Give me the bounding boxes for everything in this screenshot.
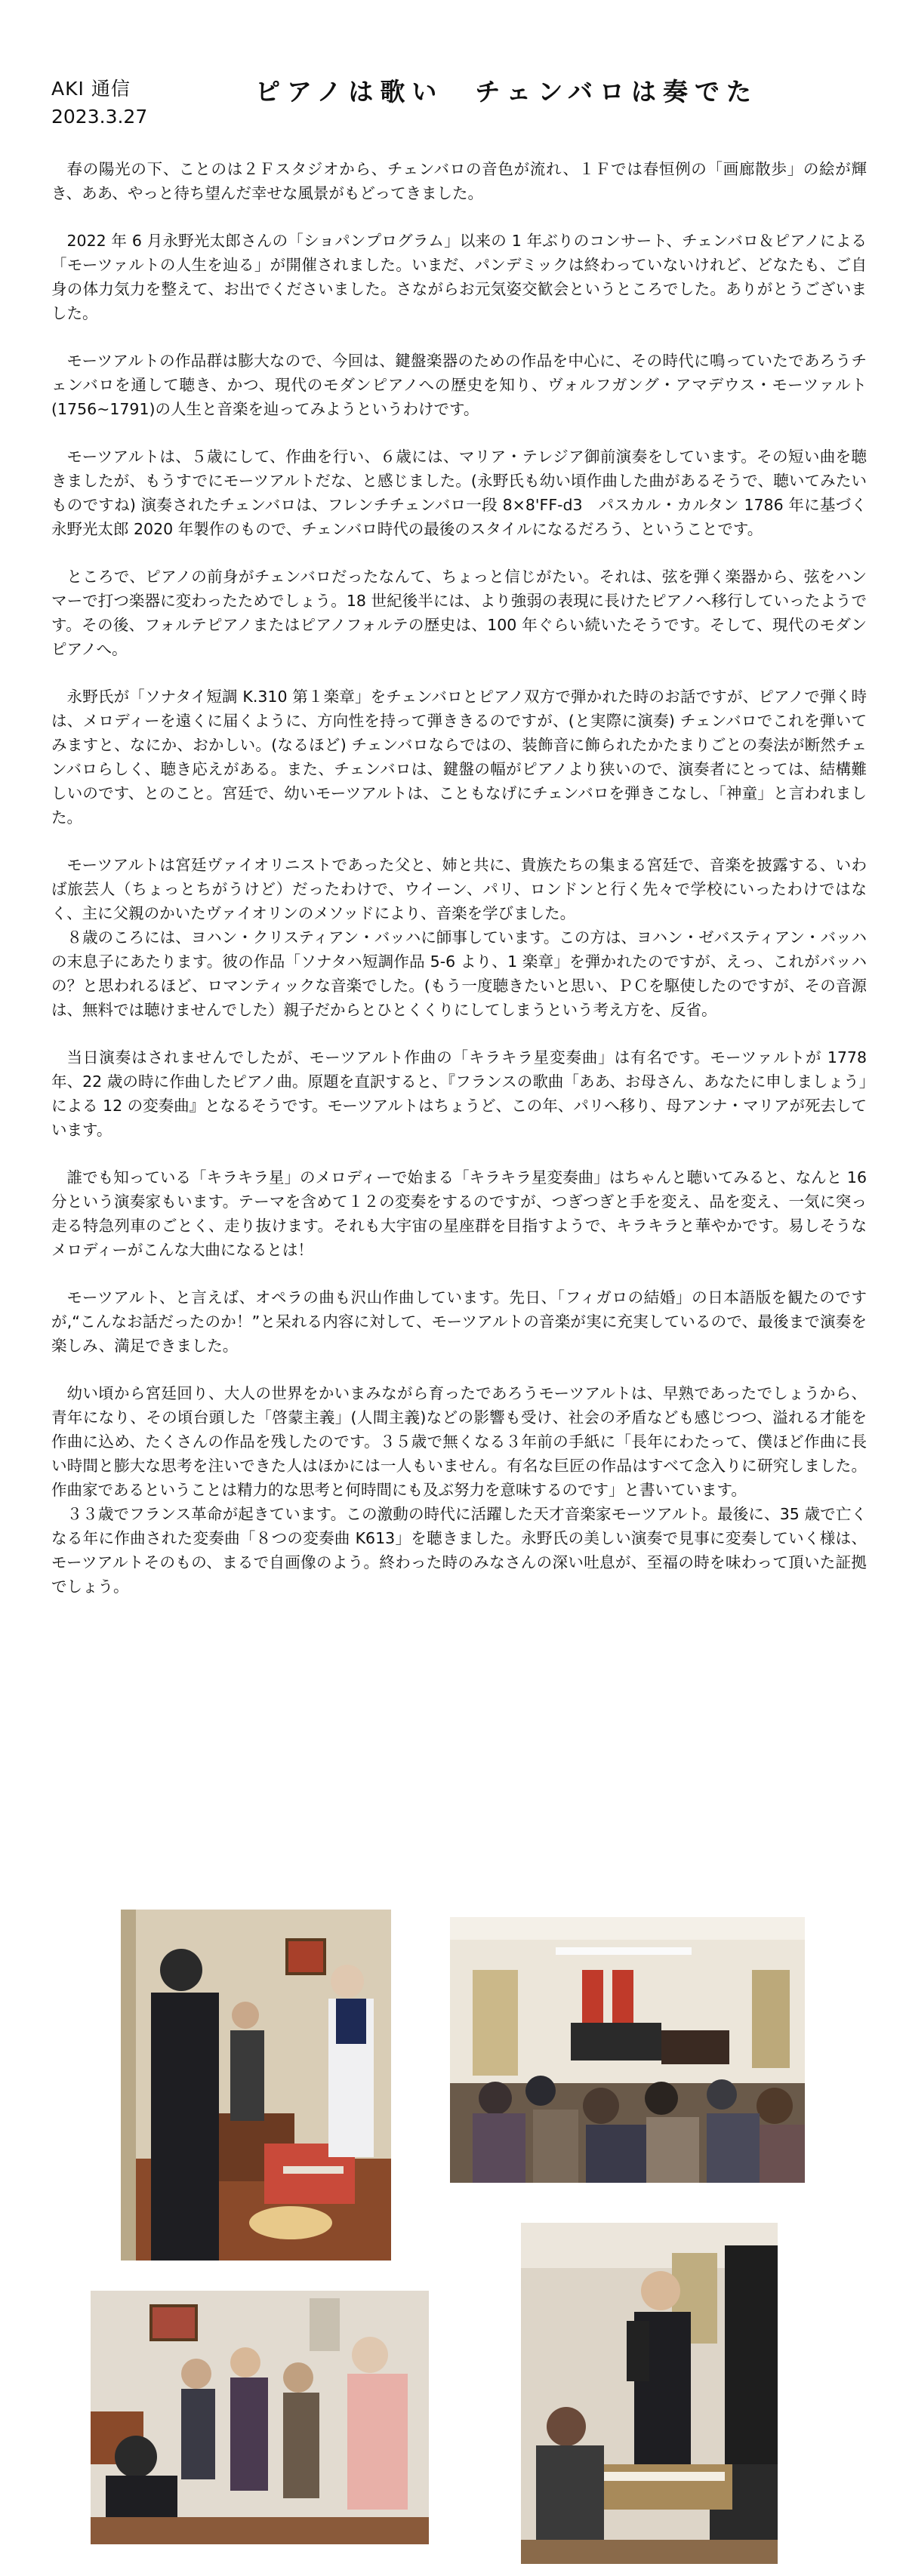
paragraph: モーツアルトは、５歳にして、作曲を行い、６歳には、マリア・テレジア御前演奏をしています。その短い曲を聴きましたが、もうすでにモーツアルトだな、と感じました。(永野氏も幼い頃作曲した曲があるそうで、聴いてみたいものですね) 演奏されたチェンバロは、フレンチチェンバロ一段 8×8'FF-d3 パスカル・カルタン 1786 年に基づく永野光太郎 2020 年製作のもので、チェンバロ時代の最後のスタイルになるだろう、ということです。: [51, 448, 867, 538]
paragraph: ところで、ピアノの前身がチェンバロだったなんて、ちょっと信じがたい。それは、弦を弾く楽器から、弦をハンマーで打つ楽器に変わったためでしょう。18 世紀後半には、より強弱の表現に長けたピアノへ移行していったようです。その後、フォルテピアノまたはピアノフォルテの歴史は、100 年ぐらい続いたそうです。そして、現代のモダンピアノへ。: [51, 568, 867, 658]
paragraph: 誰でも知っている「キラキラ星」のメロディーで始まる「キラキラ星変奏曲」はちゃんと聴いてみると、なんと 16 分という演奏家もいます。テーマを含めて１２の変奏をするのですが、つぎつぎと手を変え、品を変え、一気に突っ走る特急列車のごとく、走り抜けます。それも大宇宙の星座群を目指すようで、キラキラと華やかです。易しそうなメロディーがこんな大曲になるとは！: [51, 1168, 867, 1259]
paragraph: モーツアルトの作品群は膨大なので、今回は、鍵盤楽器のための作品を中心に、その時代に鳴っていたであろうチェンバロを通して聴き、かつ、現代のモダンピアノへの歴史を知り、ヴォルフガング・アマデウス・モーツァルト (1756~1791)の人生と音楽を辿ってみようというわけです。: [51, 352, 867, 418]
photo-pianist-explains: [521, 2223, 778, 2564]
article-body: [51, 157, 867, 1622]
paragraph: モーツアルトは宮廷ヴァイオリニストであった父と、姉と共に、貴族たちの集まる宮廷で、音楽を披露する、いわば旅芸人（ちょっとちがうけど）だったわけで、ウイーン、パリ、ロンドンと行く先々で学校にいったわけではなく、主に父親のかいたヴァイオリンのメソッドにより、音楽を学びました。: [51, 856, 867, 922]
paragraph: ３３歳でフランス革命が起きています。この激動の時代に活躍した天才音楽家モーツアルト。最後に、35 歳で亡くなる年に作曲された変奏曲「８つの変奏曲 K613」を聴きました。永野氏の美しい演奏で見事に変奏していく様は、モーツアルトそのもの、まるで自画像のよう。終わった時のみなさんの深い吐息が、至福の時を味わって頂いた証拠でしょう。: [51, 1505, 867, 1596]
paragraph: 2022 年 6 月永野光太郎さんの「ショパンプログラム」以来の 1 年ぶりのコンサート、チェンバロ＆ピアノによる「モーツァルトの人生を辿る」が開催されました。いまだ、パンデミックは終わっていないけれど、どなたも、ご自身の体力気力を整えて、お出でくださいました。さながらお元気姿交歓会というところでした。ありがとうございました。: [51, 232, 867, 322]
photo-audience-room: [450, 1917, 805, 2183]
newsletter-name: AKI 通信: [51, 78, 131, 100]
article-header: [51, 66, 867, 142]
paragraph: 永野氏が「ソナタイ短調 K.310 第１楽章」をチェンバロとピアノ双方で弾かれた時のお話ですが、ピアノで弾く時は、メロディーを遠くに届くように、方向性を持って弾ききるのですが、(と実際に演奏) チェンバロでこれを弾いてみますと、なにか、おかしい。(なるほど) チェンバロならではの、装飾音に飾られたかたまりごとの奏法が断然チェンバロらしく、聴き応えがある。また、チェンバロは、鍵盤の幅がピアノより狭いので、演奏者にとっては、結構難しいのです、とのこと。宮廷で、幼いモーツアルトは、こともなげにチェンバロを弾きこなし、「神童」と言われました。: [51, 688, 867, 826]
issue-date: 2023.3.27: [51, 106, 148, 128]
article-title: ピアノは歌い チェンバロは奏でた: [255, 77, 759, 106]
photo-harpsichord-talk: [121, 1910, 391, 2261]
paragraph: 春の陽光の下、ことのは２Ｆスタジオから、チェンバロの音色が流れ、１Ｆでは春恒例の「画廊散歩」の絵が輝き、ああ、やっと待ち望んだ幸せな風景がもどってきました。: [51, 160, 867, 202]
paragraph: 幼い頃から宮廷回り、大人の世界をかいまみながら育ったであろうモーツアルトは、早熟であったでしょうから、青年になり、その頃台頭した「啓蒙主義」(人間主義)などの影響も受け、社会の矛盾なども感じつつ、溢れる才能を作曲に込め、たくさんの作品を残したのです。３５歳で無くなる３年前の手紙に「長年にわたって、僕ほど作曲に長い時間と膨大な思考を注いできた人はほかには一人もいません。有名な巨匠の作品はすべて念入りに研究しました。作曲家であるということは精力的な思考と何時間にも及ぶ努力を意味するのです」と書いています。: [51, 1384, 867, 1499]
paragraph: モーツアルト、と言えば、オペラの曲も沢山作曲しています。先日、「フィガロの結婚」の日本語版を観たのですが,“こんなお話だったのか！”と呆れる内容に対して、モーツアルトの音楽が実に充実しているので、最後まで演奏を楽しみ、満足できました。: [51, 1288, 867, 1355]
paragraph: 当日演奏はされませんでしたが、モーツアルト作曲の「キラキラ星変奏曲」は有名です。モーツァルトが 1778 年、22 歳の時に作曲したピアノ曲。原題を直訳すると、『フランスの歌曲「ああ、お母さん、あなたに申しましょう」による 12 の変奏曲』となるそうです。モーツアルトはちょうど、この年、パリへ移り、母アンナ・マリアが死去しています。: [51, 1048, 867, 1139]
photo-audience-gather: [91, 2291, 429, 2544]
paragraph: ８歳のころには、ヨハン・クリスティアン・バッハに師事しています。この方は、ヨハン・ゼバスティアン・バッハの末息子にあたります。彼の作品「ソナタハ短調作品 5-6 より、1 楽章」を弾かれたのですが、えっ、これがバッハの？と思われるほど、ロマンティックな音楽でした。(もう一度聴きたいと思い、ＰＣを駆使したのですが、その音源は、無料では聴けませんでした）親子だからとひとくくりにしてしまうという考え方を、反省。: [51, 928, 867, 1019]
